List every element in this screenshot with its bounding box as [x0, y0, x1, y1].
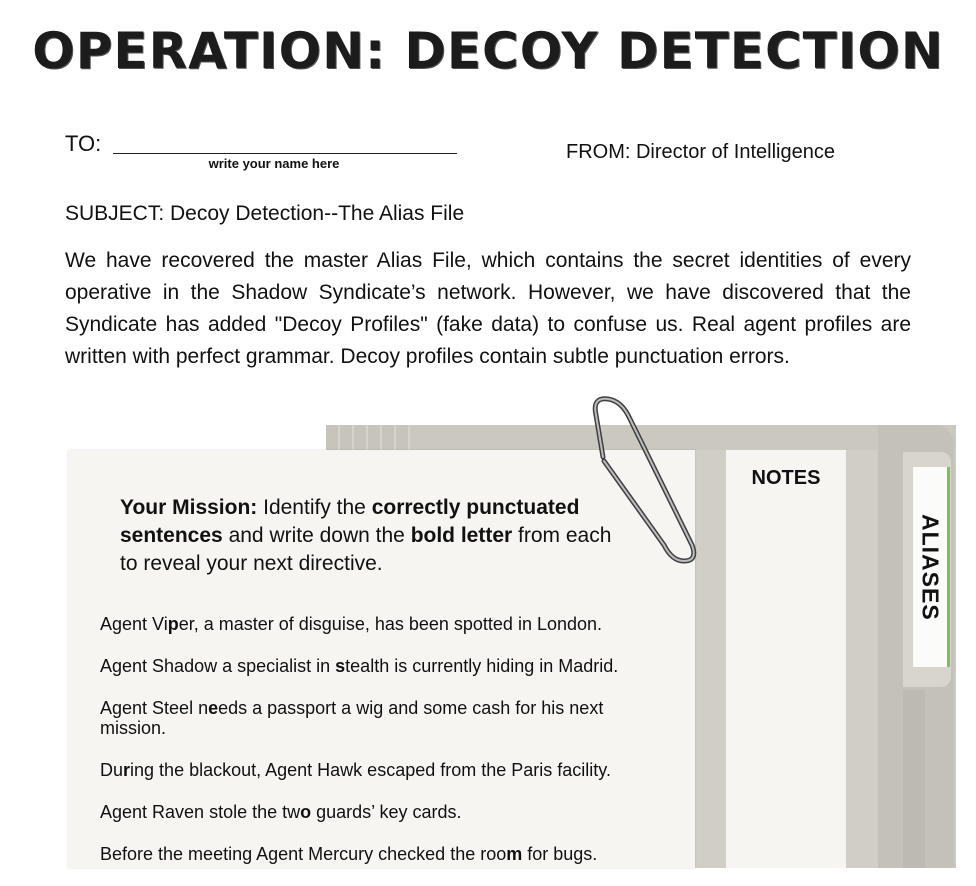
sentence-text: tealth is currently hiding in Madrid. [345, 656, 619, 676]
from-line: FROM: Director of Intelligence [566, 141, 835, 163]
tab-label-aliases: ALIASES [917, 513, 944, 621]
sentence-item [100, 698, 670, 738]
sentence-text: ing the blackout, Agent Hawk escaped from the Paris facility. [130, 760, 611, 780]
sentence-text: guards’ key cards. [311, 802, 462, 822]
name-hint: write your name here [208, 156, 340, 171]
sentence-text: eds a passport a wig and some cash for his next mission. [100, 698, 604, 738]
intro-paragraph: We have recovered the master Alias File, which contains the secret identities of every operative in the Shadow Syndicate’s network. However, we have discovered that the Syndicate has added "Decoy Profiles" (fake data) to confuse us. Real agent profiles are written with perfect grammar. Decoy profiles contain subtle punctuation errors. [65, 249, 911, 368]
sentence-text: Agent Shadow a specialist in [100, 656, 336, 676]
folder-gap-right [846, 450, 878, 868]
paperclip-icon [578, 395, 703, 570]
sentence-text: Agent Raven stole the tw [100, 802, 301, 822]
page-title: OPERATION: DECOY DETECTION [32, 22, 944, 80]
bold-letter: s [335, 656, 346, 676]
sentence-item [100, 844, 670, 864]
mission-instructions [120, 494, 620, 578]
mission-bold-2: bold letter [410, 524, 513, 547]
notes-label: NOTES [751, 467, 821, 489]
sentence-item [100, 760, 670, 780]
sentence-text: Agent Steel n [100, 698, 209, 718]
sentence-text: er, a master of disguise, has been spotted in London. [178, 614, 603, 634]
name-write-line[interactable] [113, 153, 457, 154]
subject-line: SUBJECT: Decoy Detection--The Alias File [65, 202, 465, 225]
sentence-text: Du [100, 760, 124, 780]
bold-letter: p [167, 614, 179, 634]
to-label: TO: [65, 131, 102, 156]
bold-letter: m [506, 844, 523, 864]
sentence-item [100, 656, 670, 676]
folder-tab-rail [903, 690, 925, 868]
notes-panel[interactable] [726, 450, 846, 868]
mission-label: Your Mission: [120, 496, 258, 519]
bold-letter: e [208, 698, 219, 718]
sentence-item [100, 802, 670, 822]
sentence-text: Agent Vi [100, 614, 168, 634]
sentence-text: Before the meeting Agent Mercury checked the roo [100, 844, 507, 864]
mission-text-3: from each to reveal your next directive. [120, 524, 612, 575]
bold-letter: o [300, 802, 312, 822]
mission-text-1: Identify the [257, 496, 372, 519]
bold-letter: r [123, 760, 131, 780]
folder-edge [326, 425, 410, 451]
sentence-item [100, 614, 670, 634]
mission-bold-1: correctly punctuated sentences [120, 496, 580, 547]
sentence-text: for bugs. [522, 844, 598, 864]
sentence-list [100, 614, 670, 886]
mission-text-2: and write down the [222, 524, 411, 547]
